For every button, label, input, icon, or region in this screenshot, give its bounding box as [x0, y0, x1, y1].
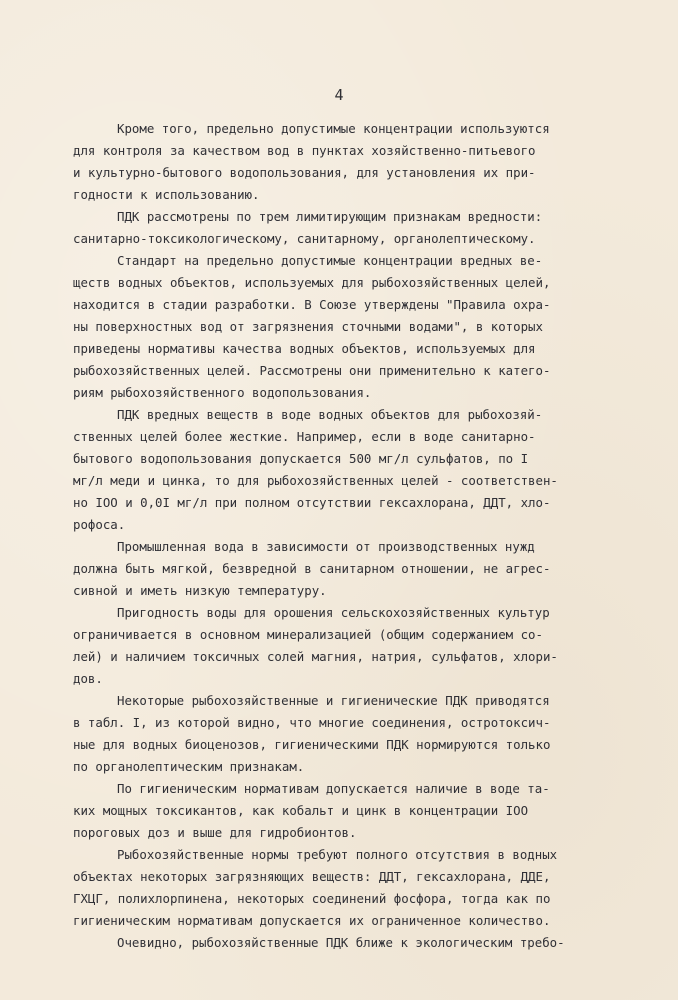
- text-line: лей) и наличием токсичных солей магния, натрия, сульфатов, хлори-: [73, 649, 558, 664]
- text-line: санитарно-токсикологическому, санитарному, органолептическому.: [73, 231, 536, 246]
- text-line: дов.: [73, 671, 103, 686]
- text-line: находится в стадии разработки. В Союзе утверждены "Правила охра-: [73, 297, 551, 312]
- text-line: По гигиеническим нормативам допускается наличие в воде та-: [117, 781, 550, 796]
- text-line: в табл. I, из которой видно, что многие соединения, остротоксич-: [73, 715, 551, 730]
- text-line: Рыбохозяйственные нормы требуют полного отсутствия в водных: [117, 847, 558, 862]
- text-line: и культурно-бытового водопользования, для установления их при-: [73, 165, 536, 180]
- text-line: ны поверхностных вод от загрязнения сточными водами", в которых: [73, 319, 543, 334]
- text-line: Кроме того, предельно допустимые концентрации используются: [117, 121, 550, 136]
- text-line: по органолептическим признакам.: [73, 759, 305, 774]
- text-line: Очевидно, рыбохозяйственные ПДК ближе к экологическим требо-: [117, 935, 565, 950]
- text-line: Стандарт на предельно допустимые концентрации вредных ве-: [117, 253, 543, 268]
- text-line: ПДК вредных веществ в воде водных объектов для рыбохозяй-: [117, 407, 543, 422]
- text-line: Пригодность воды для орошения сельскохозяйственных культур: [117, 605, 550, 620]
- text-line: сивной и иметь низкую температуру.: [73, 583, 327, 598]
- text-line: рыбохозяйственных целей. Рассмотрены они применительно к катего-: [73, 363, 551, 378]
- text-line: бытового водопользования допускается 500 мг/л сульфатов, по I: [73, 451, 529, 466]
- text-line: рофоса.: [73, 517, 126, 532]
- text-line: ществ водных объектов, используемых для рыбохозяйственных целей,: [73, 275, 551, 290]
- text-line: ственных целей более жесткие. Например, если в воде санитарно-: [73, 429, 536, 444]
- text-line: риям рыбохозяйственного водопользования.: [73, 385, 372, 400]
- text-line: Промышленная вода в зависимости от производственных нужд: [117, 539, 535, 554]
- text-line: для контроля за качеством вод в пунктах хозяйственно-питьевого: [73, 143, 536, 158]
- text-line: ких мощных токсикантов, как кобальт и цинк в концентрации IOO: [73, 803, 529, 818]
- page-number: 4: [334, 86, 344, 104]
- text-line: Некоторые рыбохозяйственные и гигиенические ПДК приводятся: [117, 693, 550, 708]
- text-line: годности к использованию.: [73, 187, 260, 202]
- text-line: приведены нормативы качества водных объектов, используемых для: [73, 341, 536, 356]
- text-line: но IOO и 0,0I мг/л при полном отсутствии гексахлорана, ДДТ, хло-: [73, 495, 551, 510]
- text-line: ПДК рассмотрены по трем лимитирующим признакам вредности:: [117, 209, 543, 224]
- text-line: ограничивается в основном минерализацией (общим содержанием со-: [73, 627, 543, 642]
- text-line: ГХЦГ, полихлорпинена, некоторых соединений фосфора, тогда как по: [73, 891, 551, 906]
- text-line: пороговых доз и выше для гидробионтов.: [73, 825, 357, 840]
- text-line: гигиеническим нормативам допускается их ограниченное количество.: [73, 913, 551, 928]
- text-line: мг/л меди и цинка, то для рыбохозяйственных целей - соответствен-: [73, 473, 558, 488]
- text-line: должна быть мягкой, безвредной в санитарном отношении, не агрес-: [73, 561, 551, 576]
- text-line: ные для водных биоценозов, гигиеническими ПДК нормируются только: [73, 737, 551, 752]
- text-line: объектах некоторых загрязняющих веществ: ДДТ, гексахлорана, ДДЕ,: [73, 869, 551, 884]
